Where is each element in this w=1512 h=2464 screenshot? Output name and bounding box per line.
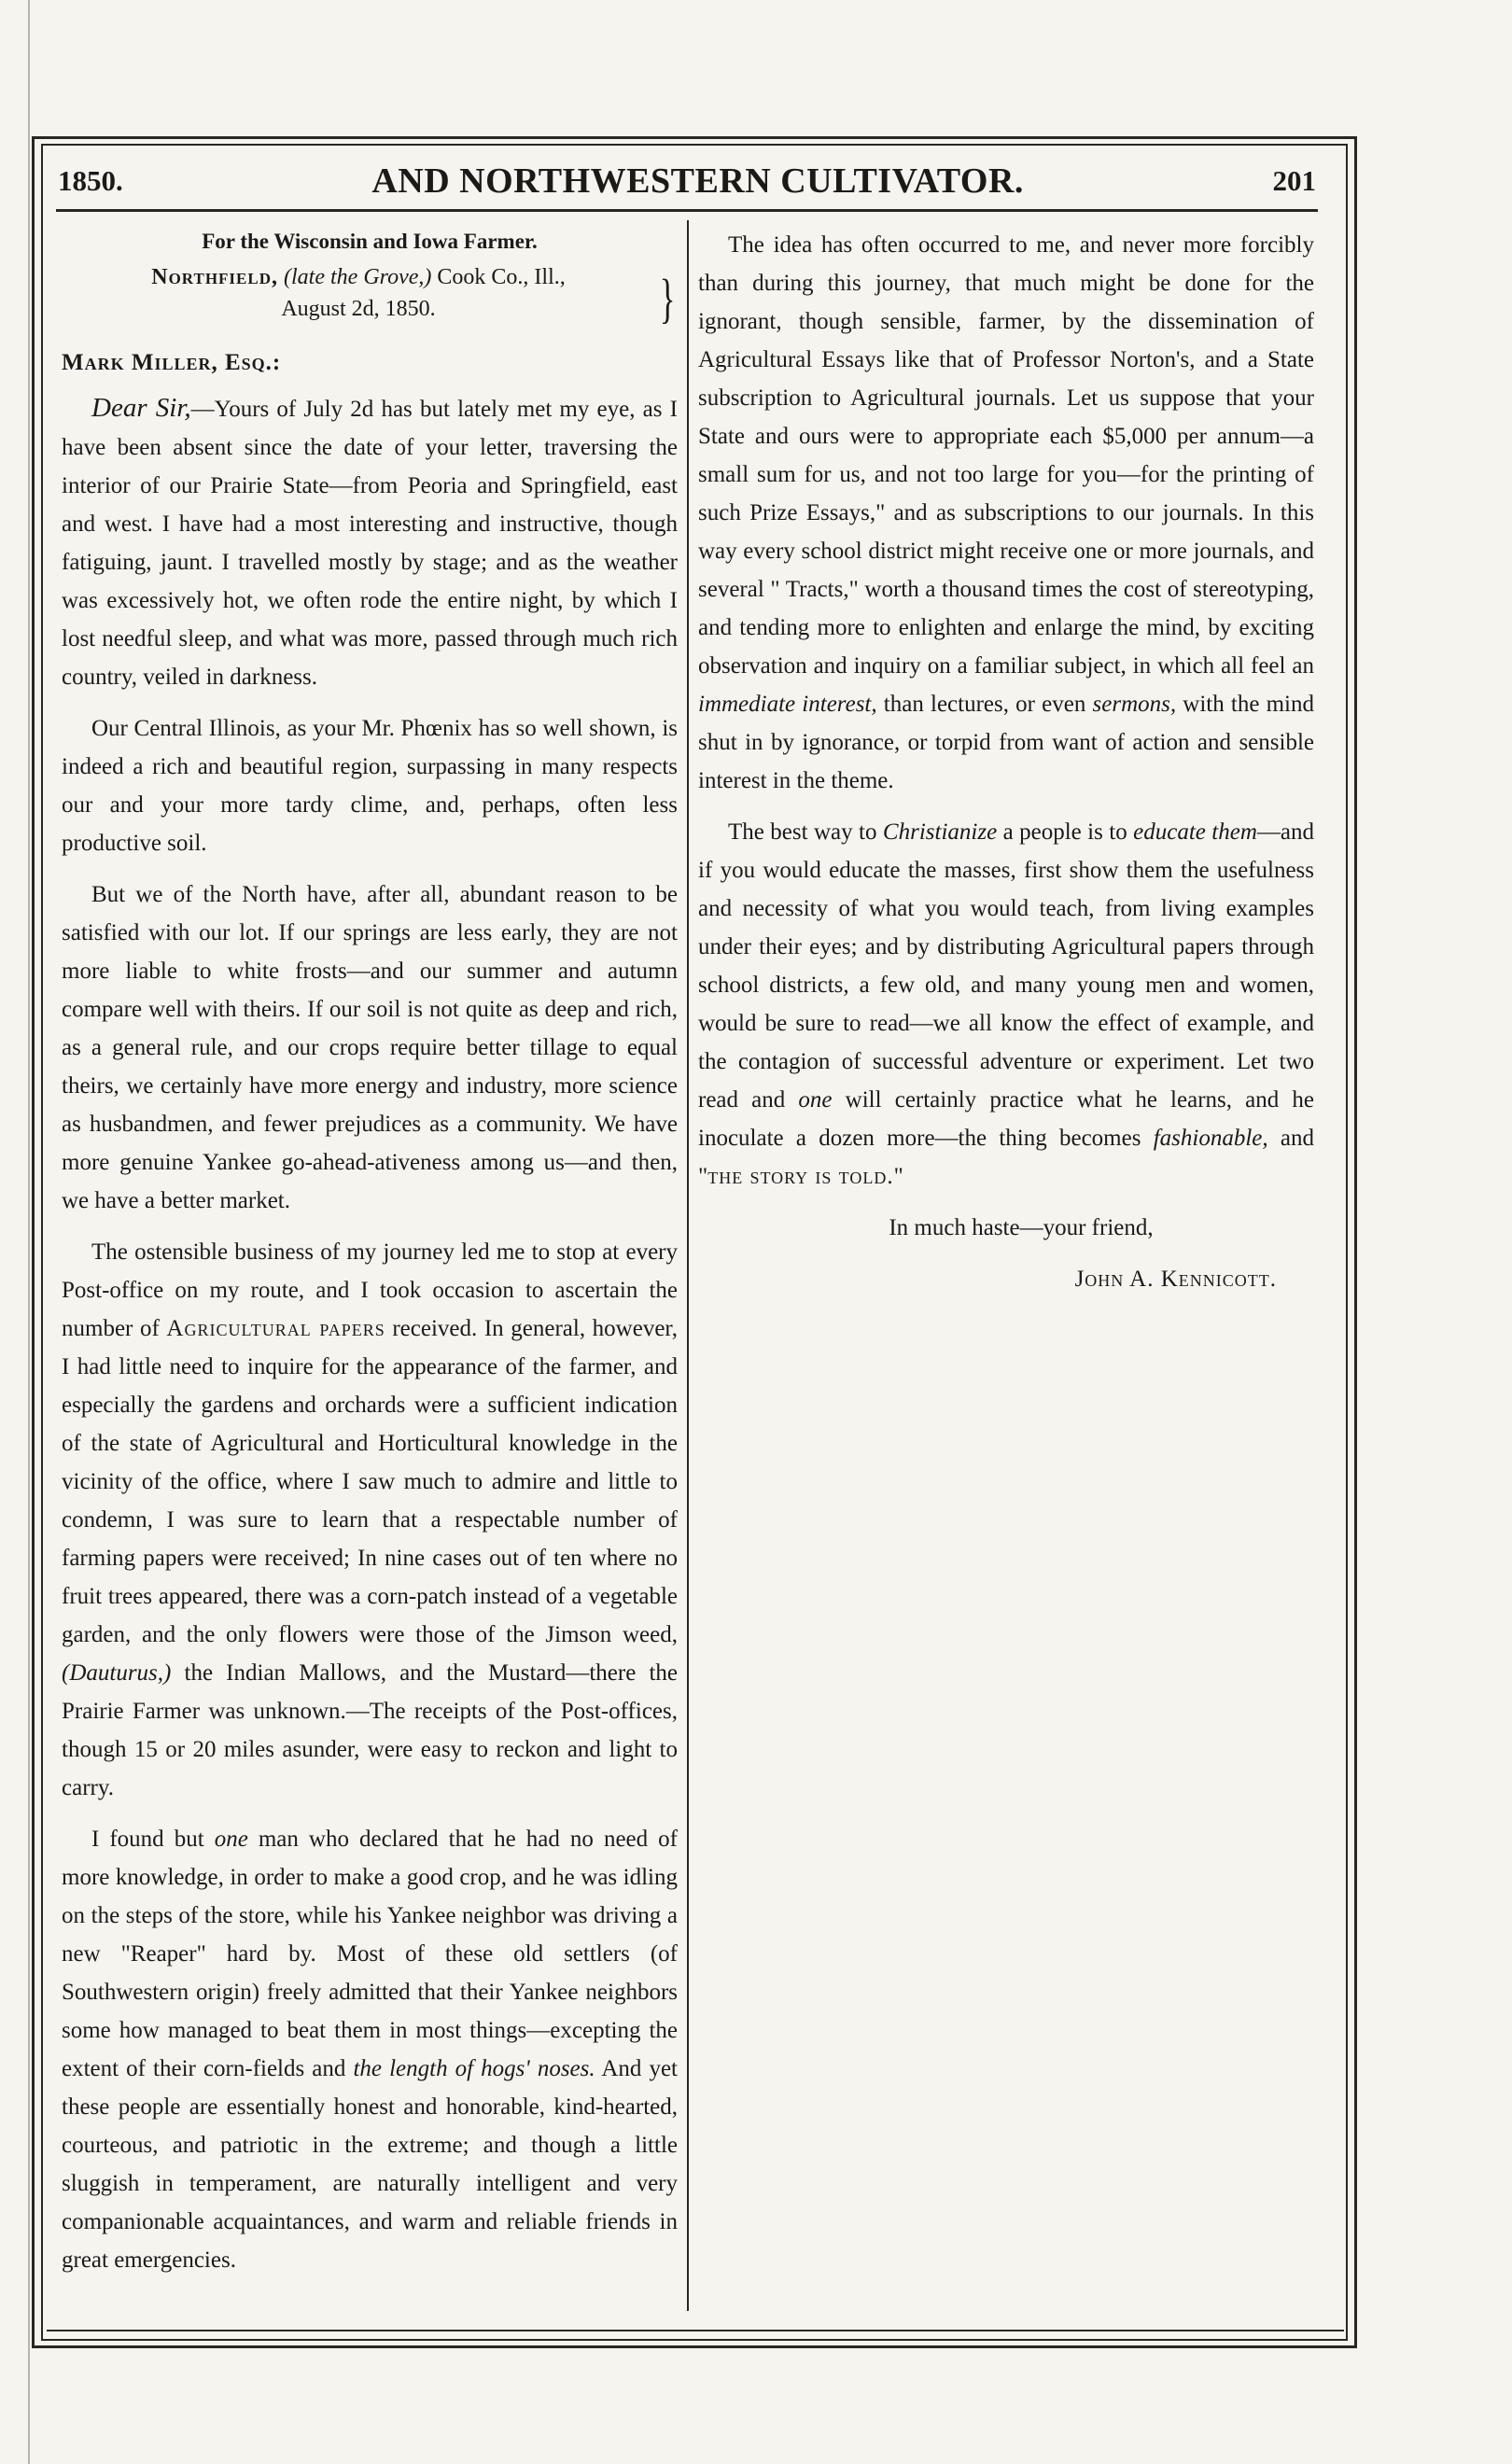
- dateline-late: (late the Grove,): [284, 265, 432, 289]
- column-rule: [687, 220, 689, 2311]
- paragraph-5: I found but one man who declared that he had no need of more knowledge, in order to make a good crop, and he was idling on the steps of the store, while his Yankee neighbor was driving a new "Reaper" hard by. Most of these old settlers (of Southwestern origin) freely admitted that their Yankee neighbors some how managed to beat them in most things—excepting the extent of their corn-fields and the length of hogs' noses. And yet these people are essentially honest and honorable, kind-hearted, courteous, and patriotic in the extreme; and though a little sluggish in temperament, are naturally intelligent and very companionable acquaintances, and warm and reliable friends in great emergencies.: [62, 1827, 679, 2273]
- signoff: In much haste—your friend,: [889, 1215, 1154, 1240]
- paragraph-1: Dear Sir,—Yours of July 2d has but lately met my eye, as I have been absent since the date of your letter, traversing the interior of our Prairie State—from Peoria and Springfield, east and west. I have had a most interesting and instructive, though fatiguing, jaunt. I travelled mostly by stage; and as the weather was excessively hot, we often rode the entire night, by which I lost needful sleep, and what was more, passed through much rich country, veiled in darkness.: [62, 393, 678, 690]
- dateline-place: Northfield,: [151, 265, 279, 289]
- column-right: [698, 226, 1314, 1311]
- source-line: For the Wisconsin and Iowa Farmer.: [202, 230, 538, 253]
- page-number: 201: [1272, 164, 1316, 197]
- dauturus: (Dauturus,): [62, 1660, 172, 1686]
- scan-edge: [28, 0, 30, 2464]
- header-year: 1850.: [58, 164, 123, 197]
- header-rule: [56, 209, 1318, 212]
- bottom-rule: [47, 2330, 1344, 2331]
- signature: John A. Kennicott.: [1074, 1267, 1277, 1292]
- header-title: AND NORTHWESTERN CULTIVATOR.: [371, 161, 1024, 201]
- dear-sir: Dear Sir,: [91, 393, 191, 423]
- dateline-date: August 2d, 1850.: [281, 297, 436, 321]
- paragraph-2: Our Central Illinois, as your Mr. Phœnix has so well shown, is indeed a rich and beautiful region, surpassing in many respects our and your more tardy clime, and, perhaps, often less productive soil.: [62, 716, 678, 856]
- paragraph-6: The idea has often occurred to me, and never more forcibly than during this journey, that much might be done for the ignorant, though sensible, farmer, by the dissemination of Agricultural Essays like that of Professor Norton's, and a State subscription to Agricultural journals. Let us suppose that your State and ours were to appropriate each $5,000 per annum—a small sum for us, and not too large for you—for the printing of such Prize Essays," and as subscriptions to our journals. In this way every school district might receive one or more journals, and several " Tracts," worth a thousand times the cost of stereotyping, and tending more to enlighten and enlarge the mind, by exciting observation and inquiry on a familiar subject, in which all feel an immediate interest, than lectures, or even sermons, with the mind shut in by ignorance, or torpid from want of action and sensible interest in the theme.: [698, 232, 1314, 793]
- brace-glyph: }: [659, 268, 676, 329]
- paragraph-7: The best way to Christianize a people is to educate them—and if you would educate the masses, first show them the usefulness and necessity of what you would teach, from living examples under their eyes; and by distributing Agricultural papers through school districts, a few old, and many young men and women, would be sure to read—we all know the effect of example, and the contagion of successful adventure or experiment. Let two read and one will certainly practice what he learns, and he inoculate a dozen more—the thing becomes fashionable, and "the story is told.": [698, 819, 1315, 1189]
- running-header: [58, 157, 1316, 205]
- agricultural-papers: Agricultural papers: [166, 1316, 385, 1341]
- dateline: [62, 261, 678, 336]
- salutation: Mark Miller, Esq.:: [62, 350, 282, 375]
- paragraph-4: The ostensible business of my journey led me to stop at every Post-office on my route, and I took occasion to ascertain the number of Agricultural papers received. In general, however, I had little need to inquire for the appearance of the farmer, and especially the gardens and orchards were a sufficient indication of the state of Agricultural and Horticultural knowledge in the vicinity of the office, where I saw much to admire and little to condemn, I was sure to learn that a respectable number of farming papers were received; In nine cases out of ten where no fruit trees appeared, there was a corn-patch instead of a vegetable garden, and the only flowers were those of the Jimson weed, (Dauturus,) the Indian Mallows, and the Mustard—there the Prairie Farmer was unknown.—The receipts of the Post-offices, though 15 or 20 miles asunder, were easy to reckon and light to carry.: [62, 1239, 678, 1800]
- paragraph-3: But we of the North have, after all, abundant reason to be satisfied with our lot. If our springs are less early, they are not more liable to white frosts—and our summer and autumn compare well with theirs. If our soil is not quite as deep and rich, as a general rule, and our crops require better tillage to equal theirs, we certainly have more energy and industry, more science as husbandmen, and fewer prejudices as a community. We have more genuine Yankee go-ahead-ativeness among us—and then, we have a better market.: [62, 882, 678, 1213]
- column-left: [62, 226, 678, 2279]
- dateline-county: Cook Co., Ill.,: [437, 265, 566, 289]
